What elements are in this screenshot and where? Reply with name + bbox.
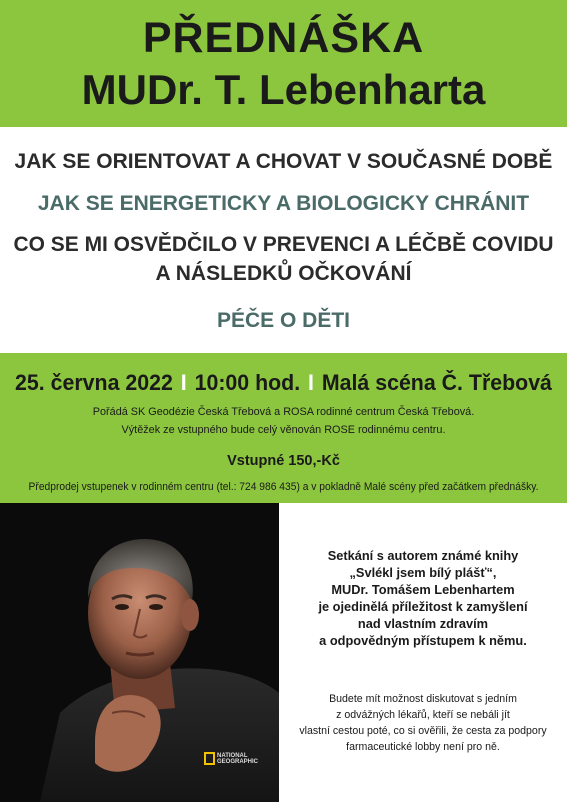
- separator: I: [180, 370, 187, 395]
- national-geographic-logo: [217, 753, 258, 765]
- note-line: Budete mít možnost diskutovat s jedním: [329, 693, 517, 705]
- speaker-name: MUDr. T. Lebenharta: [81, 66, 486, 113]
- quote-line: „Svlékl jsem bílý plášť“,: [349, 565, 497, 580]
- event-place: Malá scéna Č. Třebová: [321, 370, 552, 395]
- topic-children: PÉČE O DĚTI: [216, 309, 351, 332]
- quote-line: a odpovědným přístupem k němu.: [319, 633, 527, 648]
- discussion-note: [279, 691, 567, 755]
- quote-line: Setkání s autorem známé knihy: [327, 548, 519, 563]
- proceeds-text: Výtěžek ze vstupného bude celý věnován ROSE rodinnému centru.: [121, 424, 446, 436]
- poster-title: PŘEDNÁŠKA: [142, 14, 425, 62]
- quote-line: MUDr. Tomášem Lebenhartem: [331, 582, 515, 597]
- note-line: vlastní cestou poté, co si ověřili, že cesta za podpory: [299, 725, 547, 737]
- admission-price: Vstupné 150,-Kč: [227, 453, 340, 469]
- separator: I: [308, 370, 314, 395]
- book-quote: [279, 547, 567, 649]
- event-time: 10:00 hod.: [194, 370, 301, 395]
- presale-info: Předprodej vstupenek v rodinném centru (tel.: 724 986 435) a v pokladně Malé scény před začátkem přednášky.: [28, 481, 539, 493]
- topic-covid-line2: A NÁSLEDKŮ OČKOVÁNÍ: [155, 262, 412, 285]
- topic-orientation: JAK SE ORIENTOVAT A CHOVAT V SOUČASNÉ DOBĚ: [14, 150, 553, 173]
- note-line: farmaceutické lobby není pro ně.: [346, 741, 500, 753]
- quote-line: nad vlastním zdravím: [357, 616, 489, 631]
- badge-line1: NATIONAL: [217, 753, 248, 759]
- speaker-photo: [0, 503, 279, 802]
- event-date: 25. června 2022: [15, 370, 173, 395]
- note-line: z odvážných lékařů, kteří se nebáli jít: [336, 709, 510, 721]
- event-info-band: [0, 353, 567, 503]
- quote-line: je ojedinělá příležitost k zamyšlení: [318, 599, 528, 614]
- event-datetime-place: [9, 369, 559, 397]
- organizer-text: Pořádá SK Geodézie Česká Třebová a ROSA rodinné centrum Česká Třebová.: [92, 406, 475, 418]
- topics-list: [0, 127, 567, 353]
- badge-line2: GEOGRAPHIC: [217, 759, 259, 765]
- description-panel: [279, 503, 567, 802]
- topic-covid-line1: CO SE MI OSVĚDČILO V PREVENCI A LÉČBĚ COVIDU: [13, 233, 554, 256]
- header-banner: [0, 0, 567, 127]
- topic-protection: JAK SE ENERGETICKY A BIOLOGICKY CHRÁNIT: [37, 192, 530, 215]
